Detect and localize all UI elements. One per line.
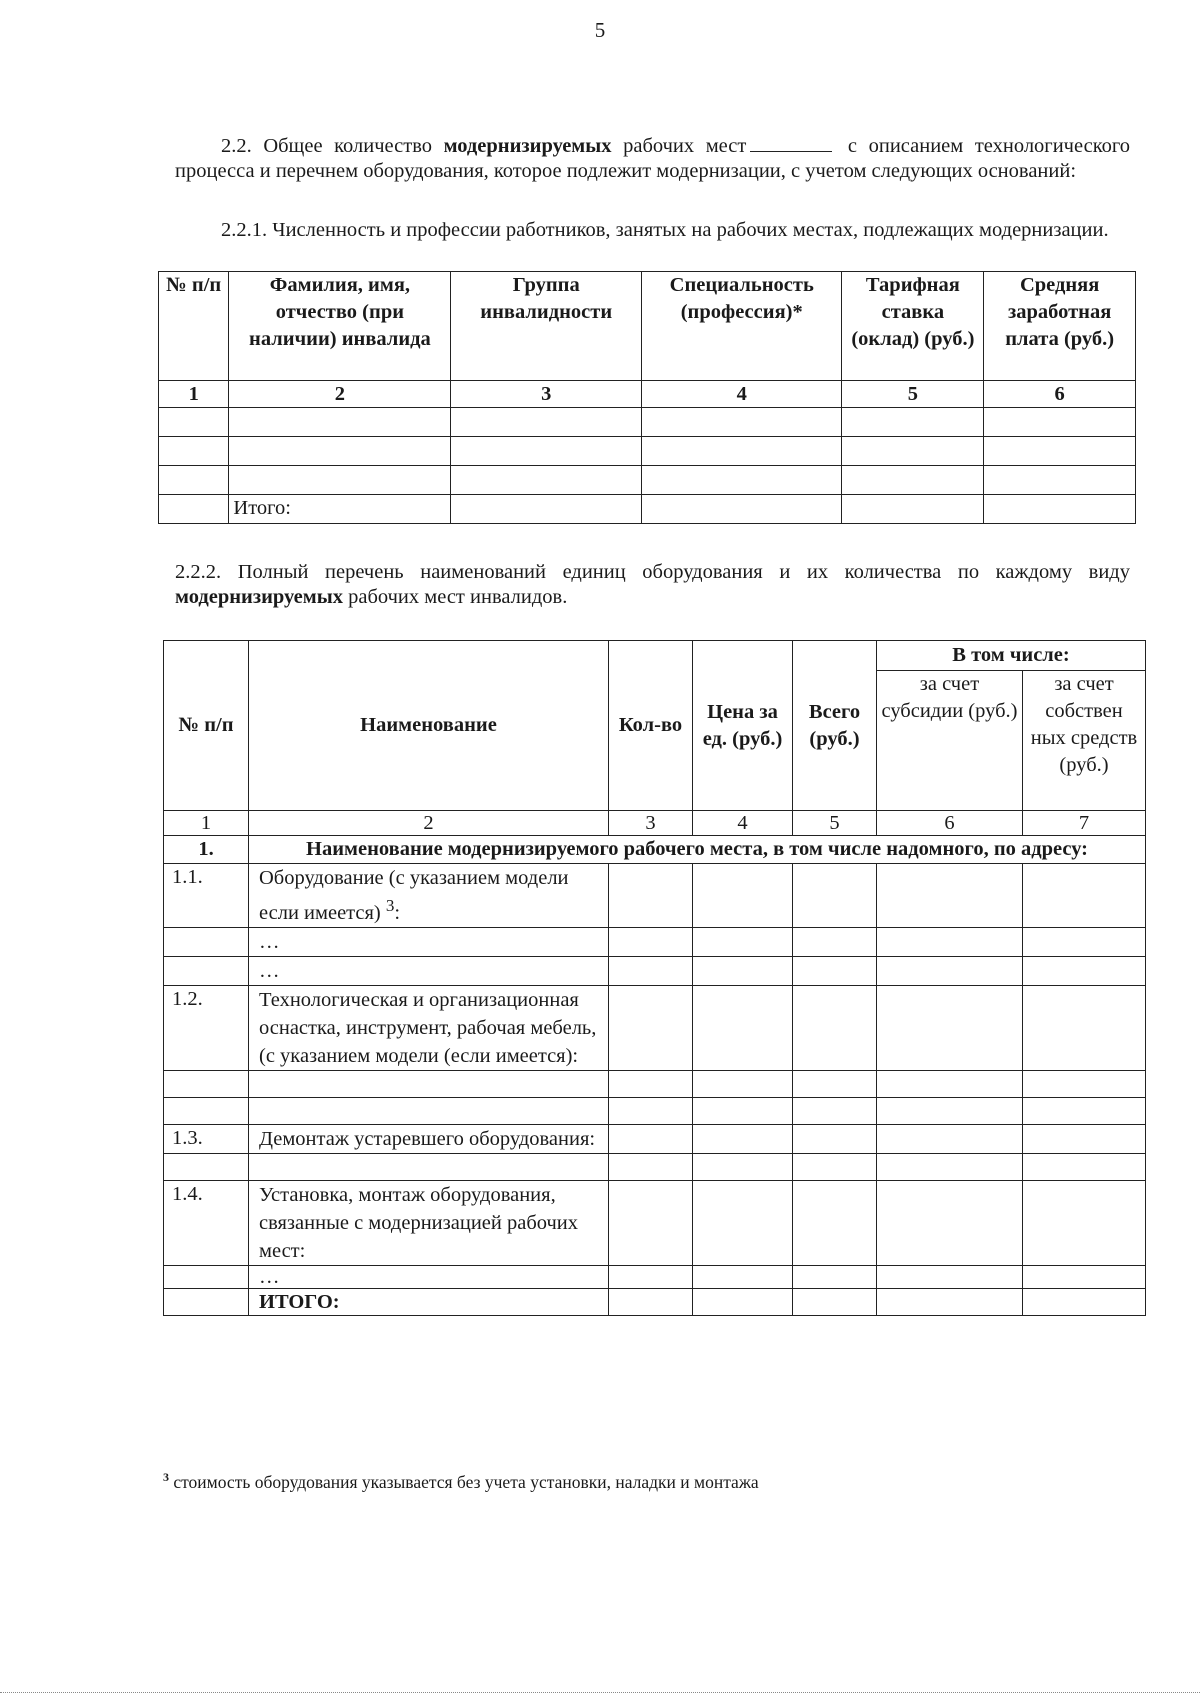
- row-name: [249, 864, 609, 928]
- header-cell-qty: Кол-во: [609, 641, 693, 811]
- table-row[interactable]: [164, 1153, 1146, 1180]
- footnote: [163, 1470, 759, 1493]
- equipment-table: [163, 640, 1146, 1316]
- scan-edge-line: [0, 1692, 1200, 1693]
- footnote-ref: 3: [385, 896, 395, 915]
- table-row[interactable]: [164, 1180, 1146, 1265]
- column-number: 1: [164, 811, 249, 836]
- row-number: 1.2.: [164, 985, 249, 1070]
- footnote-marker: 3: [163, 1470, 169, 1484]
- total-label: Итого:: [229, 495, 451, 524]
- page-number: 5: [594, 18, 606, 42]
- header-cell-num: № п/п: [164, 641, 249, 811]
- column-number: 6: [877, 811, 1023, 836]
- header-cell-name: Фамилия, имя, отчество (при наличии) инвалида: [229, 272, 451, 381]
- table-row[interactable]: [159, 408, 1136, 437]
- section-2-2-paragraph: [175, 134, 1130, 184]
- table-row[interactable]: [164, 1265, 1146, 1288]
- text: рабочих мест: [611, 135, 747, 157]
- column-number: 3: [451, 381, 642, 408]
- column-number: 5: [842, 381, 984, 408]
- section-2-2-1-paragraph: 2.2.1. Численность и профессии работников, занятых на рабочих местах, подлежащих модернизации.: [221, 219, 1109, 241]
- header-cell-price: Цена за ед. (руб.): [693, 641, 793, 811]
- header-cell-name: Наименование: [249, 641, 609, 811]
- header-cell-including: В том числе:: [877, 641, 1146, 671]
- workers-table: [158, 271, 1136, 524]
- row-name-text: Оборудование (с указанием модели если имеется): [259, 867, 569, 924]
- table-row[interactable]: [159, 466, 1136, 495]
- row-name: Технологическая и организационная оснастка, инструмент, рабочая мебель, (с указанием модели (если имеется):: [249, 985, 609, 1070]
- table-row[interactable]: [164, 1097, 1146, 1124]
- column-number: 5: [793, 811, 877, 836]
- total-label: ИТОГО:: [249, 1288, 609, 1315]
- header-cell-own-funds: за счет собствен ных средств (руб.): [1023, 671, 1146, 811]
- ellipsis: …: [249, 1265, 609, 1288]
- total-row: [164, 1288, 1146, 1315]
- bold-text: модернизируемых: [175, 586, 343, 608]
- ellipsis: …: [249, 927, 609, 956]
- row-name: Демонтаж устаревшего оборудования:: [249, 1124, 609, 1153]
- section-number: 1.: [164, 836, 249, 864]
- column-number-row: [159, 381, 1136, 408]
- column-number: 6: [984, 381, 1136, 408]
- table-row[interactable]: [164, 956, 1146, 985]
- table-row[interactable]: [164, 985, 1146, 1070]
- section-title: Наименование модернизируемого рабочего места, в том числе надомного, по адресу:: [249, 836, 1146, 864]
- table-row[interactable]: [164, 927, 1146, 956]
- column-number: 2: [229, 381, 451, 408]
- bold-text: модернизируемых: [443, 135, 612, 157]
- footnote-text: стоимость оборудования указывается без учета установки, наладки и монтажа: [169, 1471, 759, 1492]
- column-number: 1: [159, 381, 229, 408]
- text: с описанием технологического процесса и перечнем оборудования, которое подлежит модернизации, с учетом следующих оснований:: [175, 135, 1131, 182]
- header-cell-salary: Средняя заработная плата (руб.): [984, 272, 1136, 381]
- column-number: 3: [609, 811, 693, 836]
- column-number: 2: [249, 811, 609, 836]
- text: рабочих мест инвалидов.: [342, 586, 568, 608]
- table-row[interactable]: [159, 437, 1136, 466]
- row-number: 1.1.: [164, 864, 249, 928]
- header-cell-subsidy: за счет субсидии (руб.): [877, 671, 1023, 811]
- header-cell-group: Группа инвалидности: [451, 272, 642, 381]
- column-number: 4: [693, 811, 793, 836]
- table-row[interactable]: [164, 1070, 1146, 1097]
- header-cell-profession: Специальность (профессия)*: [642, 272, 842, 381]
- header-cell-num: № п/п: [159, 272, 229, 381]
- header-cell-total: Всего (руб.): [793, 641, 877, 811]
- ellipsis: …: [249, 956, 609, 985]
- total-row: [159, 495, 1136, 524]
- section-row: [164, 836, 1146, 864]
- row-number: 1.4.: [164, 1180, 249, 1265]
- header-cell-rate: Тарифная ставка (оклад) (руб.): [842, 272, 984, 381]
- table-row[interactable]: [164, 864, 1146, 928]
- section-number: 2.2.: [221, 135, 252, 157]
- table-row[interactable]: [164, 1124, 1146, 1153]
- row-name-suffix: :: [394, 901, 401, 924]
- section-2-2-2-paragraph: [175, 560, 1130, 610]
- blank-field[interactable]: [750, 137, 832, 152]
- column-number: 4: [642, 381, 842, 408]
- column-number: 7: [1023, 811, 1146, 836]
- row-number: 1.3.: [164, 1124, 249, 1153]
- row-name: Установка, монтаж оборудования, связанные с модернизацией рабочих мест:: [249, 1180, 609, 1265]
- text: 2.2.2. Полный перечень наименований единиц оборудования и их количества по каждому виду: [175, 561, 1130, 583]
- text: Общее количество: [251, 135, 444, 157]
- column-number-row: [164, 811, 1146, 836]
